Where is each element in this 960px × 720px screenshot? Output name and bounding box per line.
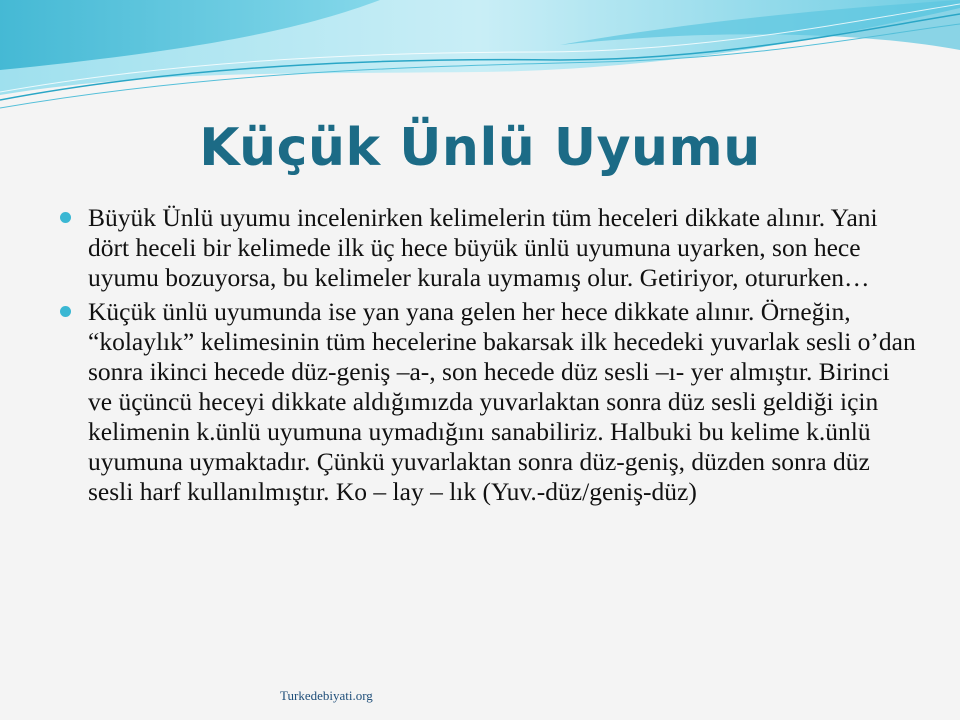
bullet-list — [58, 203, 918, 511]
footer-source: Turkedebiyati.org — [280, 688, 373, 703]
header-wave-decoration — [0, 0, 960, 120]
bullet-text: Küçük ünlü uyumunda ise yan yana gelen her hece dikkate alınır. Örneğin, “kolaylık” kelimesinin tüm hecelerine bakarsak ilk hecedeki yuvarlak sesli o’dan sonra ikinci hecede düz-geniş –a-, son hecede düz sesli –ı- yer almıştır. Birinci ve üçüncü heceyi dikkate aldığımızda yuvarlaktan sonra düz sesli geldiği için kelimenin k.ünlü uyumuna uymadığını sanabiliriz. Halbuki bu kelime k.ünlü uyumuna uymaktadır. Çünkü yuvarlaktan sonra düz-geniş, düzden sonra düz sesli harf kullanılmıştır. Ko – lay – lık (Yuv.-düz/geniş-düz) — [88, 297, 916, 506]
bullet-item — [58, 297, 918, 507]
bullet-text: Büyük Ünlü uyumu incelenirken kelimelerin tüm heceleri dikkate alınır. Yani dört heceli bir kelimede ilk üç hece büyük ünlü uyumuna uyarken, son hece uyumu bozuyorsa, bu kelimeler kurala uymamış olur. Getiriyor, otururken… — [88, 203, 878, 292]
bullet-dot-icon — [60, 212, 71, 223]
slide-title: Küçük Ünlü Uyumu — [199, 118, 761, 178]
bullet-item — [58, 203, 918, 293]
bullet-dot-icon — [60, 306, 71, 317]
